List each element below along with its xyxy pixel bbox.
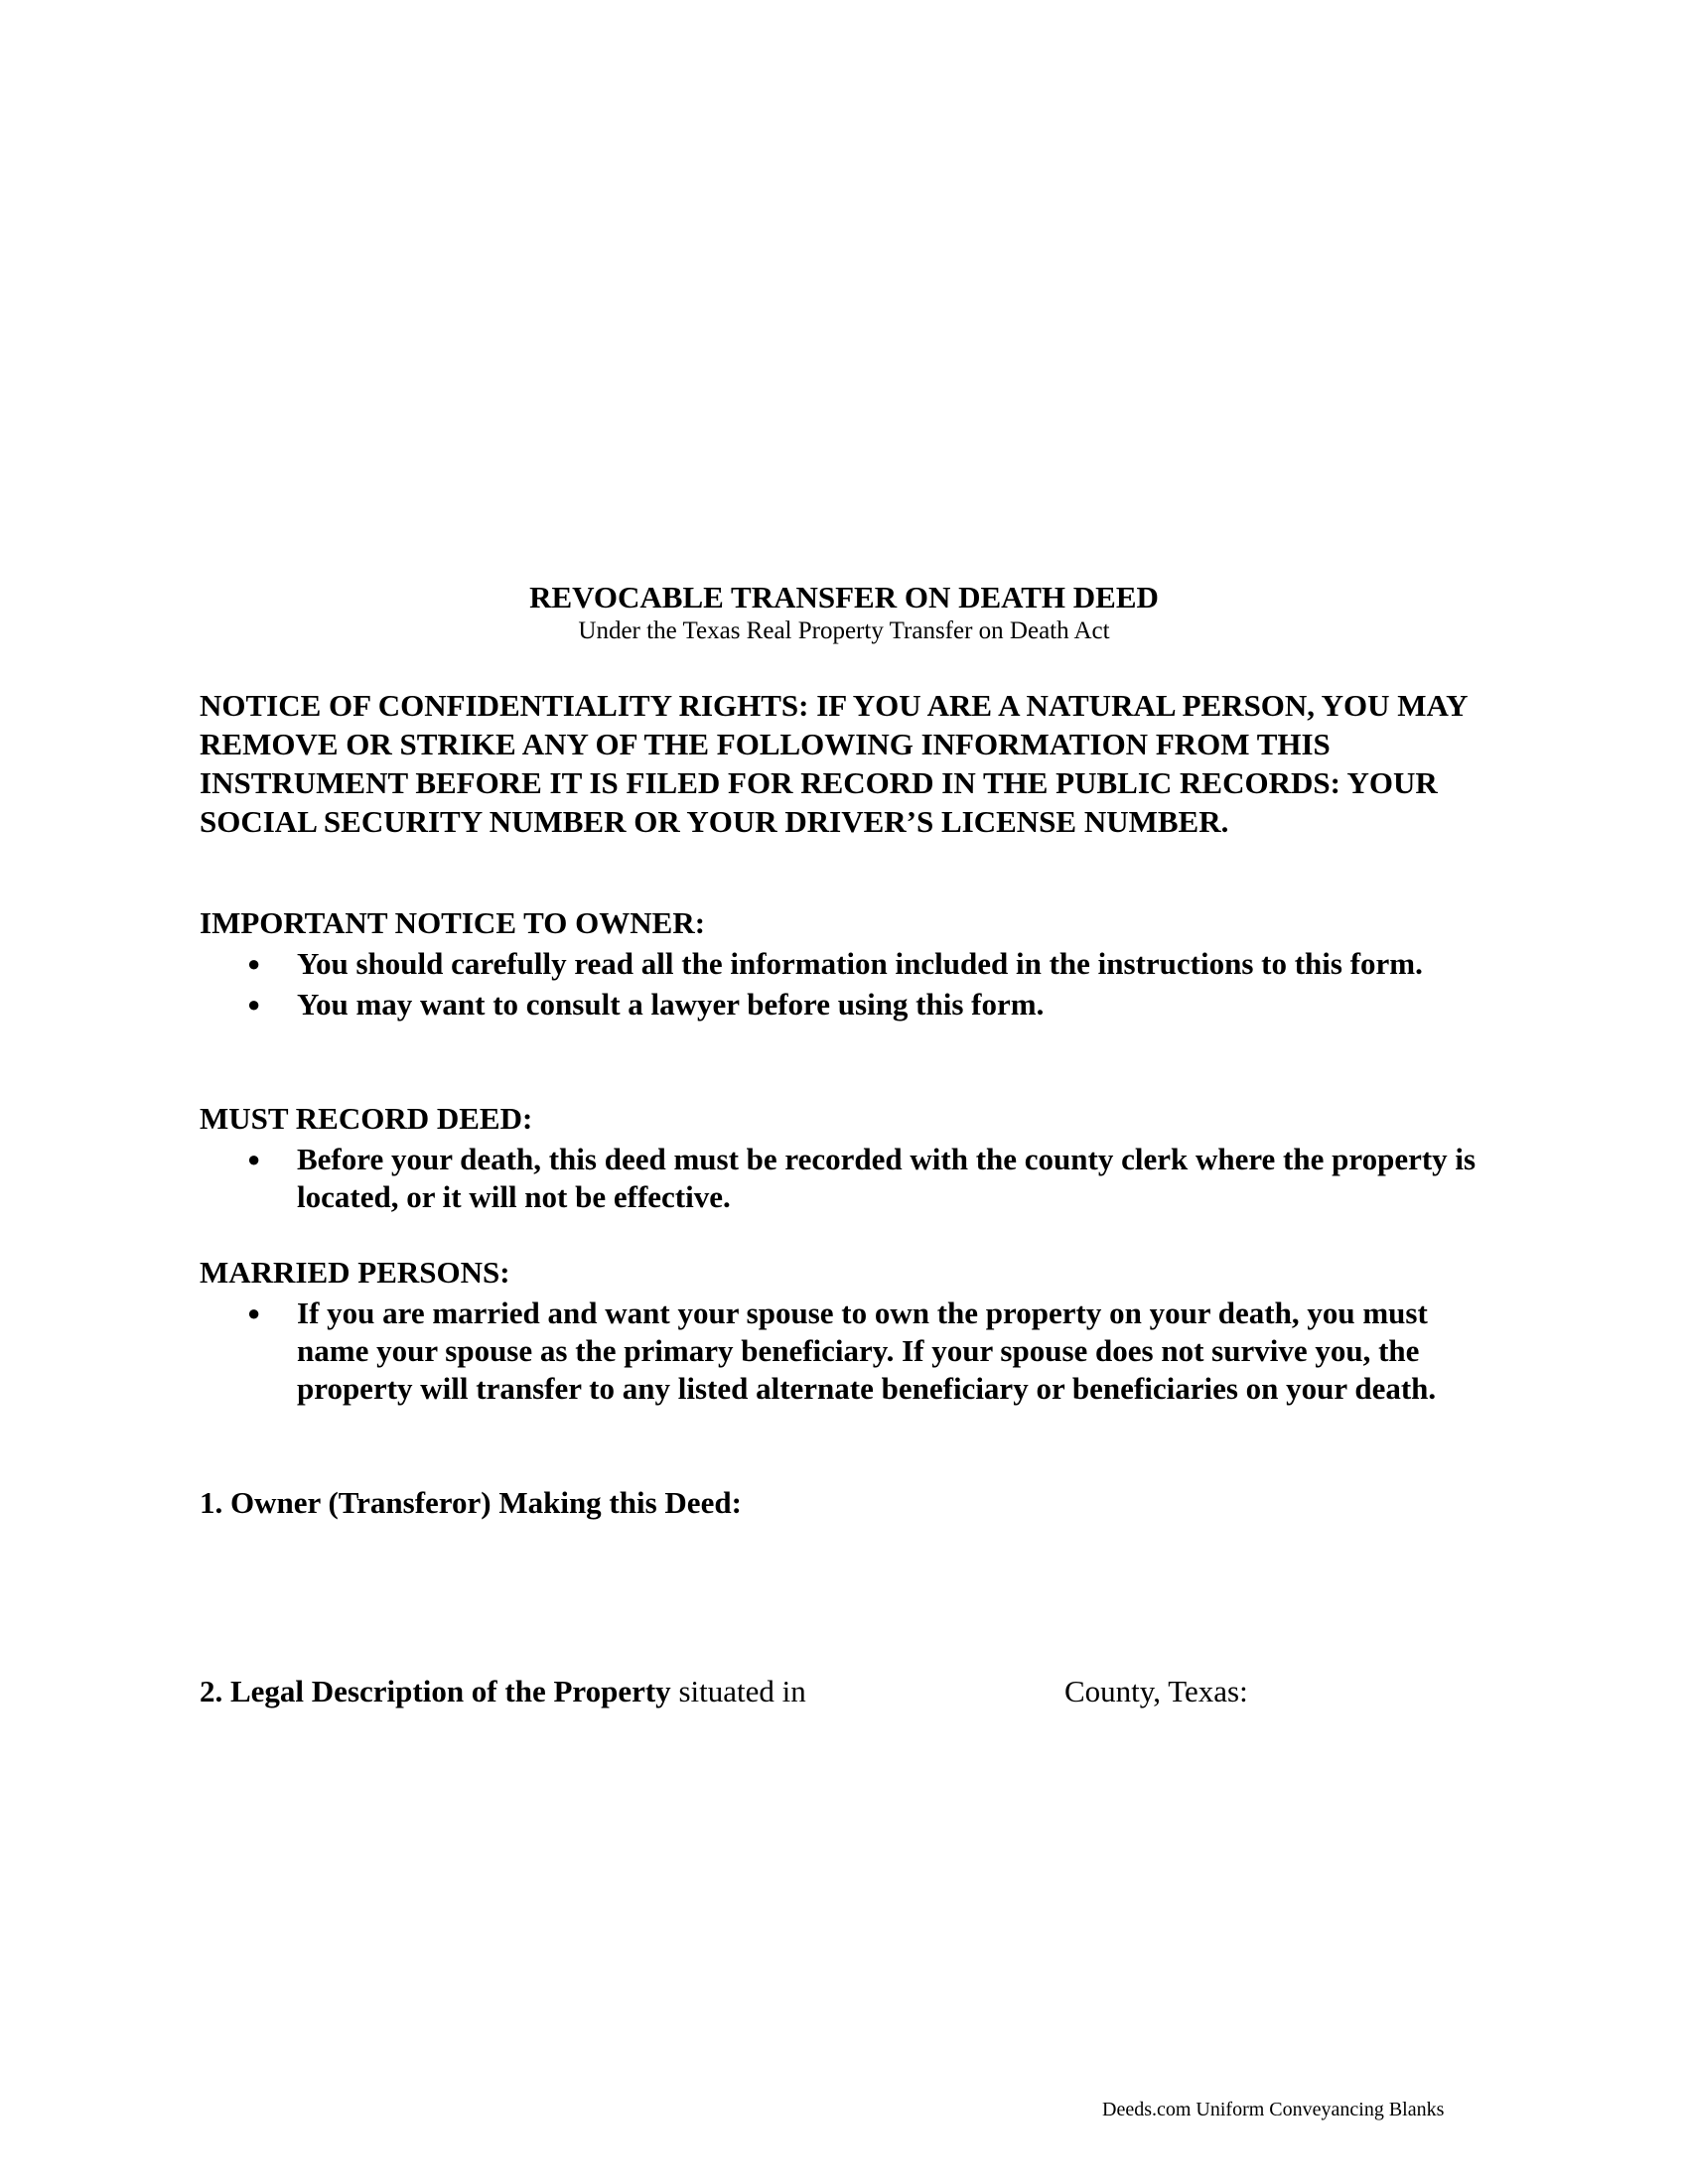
item-owner-transferor	[200, 1484, 1490, 1522]
bullet-list	[200, 1295, 1490, 1408]
bullet-icon: ●	[247, 1300, 261, 1325]
bullet-icon: ●	[247, 992, 261, 1017]
document-subtitle: Under the Texas Real Property Transfer on Death Act	[578, 617, 1110, 644]
bullet-list	[200, 1141, 1490, 1216]
section-must-record	[200, 1099, 1490, 1216]
section-important-notice	[200, 903, 1490, 1024]
footer-text: Deeds.com Uniform Conveyancing Blanks	[1102, 2099, 1445, 2120]
list-item-text: You should carefully read all the information included in the instructions to this form.	[297, 946, 1423, 981]
section-heading: MARRIED PERSONS:	[200, 1255, 510, 1290]
list-item	[200, 1141, 1490, 1216]
bullet-icon: ●	[247, 1147, 261, 1171]
section-heading: IMPORTANT NOTICE TO OWNER:	[200, 905, 706, 940]
bullet-icon: ●	[247, 951, 261, 976]
list-item-text: If you are married and want your spouse to own the property on your death, you must name your spouse as the primary beneficiary. If your spouse does not survive you, the property will transfer to any listed alternate beneficiary or beneficiaries on your death.	[297, 1296, 1437, 1406]
list-item	[200, 945, 1490, 983]
item-legal-description-text: situated in	[670, 1674, 806, 1708]
list-item-text: Before your death, this deed must be recorded with the county clerk where the property is located, or it will not be effective.	[297, 1142, 1477, 1214]
document-title: REVOCABLE TRANSFER ON DEATH DEED	[529, 580, 1159, 614]
bullet-list	[200, 945, 1490, 1024]
section-heading: MUST RECORD DEED:	[200, 1101, 533, 1136]
item-legal-description	[200, 1673, 1490, 1710]
section-married-persons	[200, 1253, 1490, 1408]
list-item-text: You may want to consult a lawyer before using this form.	[297, 987, 1045, 1022]
item-legal-description-label: 2. Legal Description of the Property	[200, 1674, 671, 1708]
county-suffix: County, Texas:	[1064, 1674, 1248, 1708]
item-owner-label: 1. Owner (Transferor) Making this Deed:	[200, 1485, 742, 1520]
confidentiality-notice: NOTICE OF CONFIDENTIALITY RIGHTS: IF YOU ARE A NATURAL PERSON, YOU MAY REMOVE OR STRIKE ANY OF THE FOLLOWING INFORMATION FROM THIS INSTRUMENT BEFORE IT IS FILED FOR RECORD IN THE PUBLIC RECORDS: YOUR SOCIAL SECURITY NUMBER OR YOUR DRIVER’S LICENSE NUMBER.	[200, 688, 1468, 839]
list-item	[200, 1295, 1490, 1408]
list-item	[200, 986, 1490, 1024]
